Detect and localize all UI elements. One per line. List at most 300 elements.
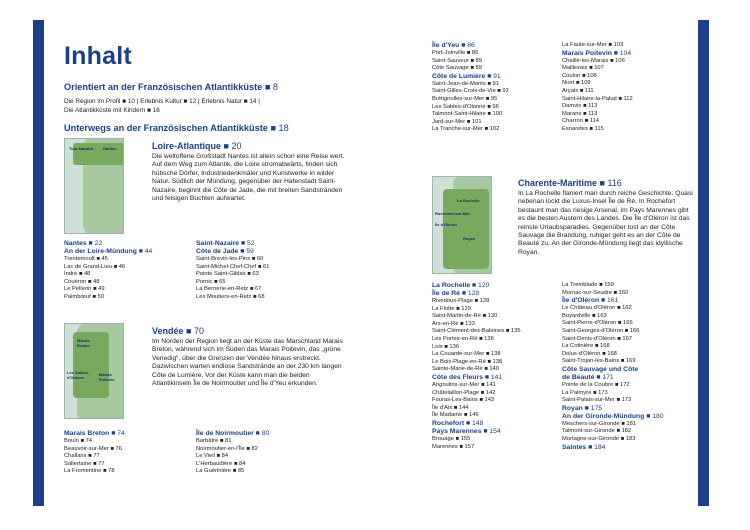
toc-entry-label: La Tremblade <box>562 282 598 288</box>
toc-entry[interactable]: Marais Breton ■ 74 <box>64 430 125 437</box>
toc-entry[interactable]: Charron ■ 114 <box>562 118 599 125</box>
toc-entry[interactable]: Marennes ■ 157 <box>432 443 475 450</box>
toc-entry-page: 45 <box>101 256 108 262</box>
toc-entry[interactable]: Arçais ■ 111 <box>562 87 594 94</box>
poitevin-list <box>562 42 633 134</box>
toc-entry[interactable]: La Rochelle ■ 120 <box>432 282 490 289</box>
toc-entry-page: 144 <box>458 404 469 411</box>
unterwegs-heading[interactable]: Unterwegs an der Französischen Atlantikküste ■ 18 <box>64 123 289 133</box>
toc-entry-label: Le Bois-Plage-en-Ré <box>432 358 486 365</box>
toc-entry-page: 104 <box>619 49 632 57</box>
toc-entry[interactable]: Barbâtre ■ 81 <box>196 438 232 444</box>
toc-entry[interactable]: Sallertaine ■ 77 <box>64 460 105 467</box>
toc-entry[interactable]: Niort ■ 109 <box>562 80 591 87</box>
toc-entry-page: 129 <box>461 305 471 312</box>
toc-entry-label: Saint-Georges-d'Oléron <box>562 327 624 334</box>
toc-entry-label: Rochefort <box>432 419 465 427</box>
toc-entry-page: 76 <box>115 445 122 452</box>
toc-entry[interactable]: Mortagne-sur-Gironde ■ 183 <box>562 435 636 442</box>
toc-entry-label: La Faute-sur-Mer <box>562 42 607 48</box>
toc-entry-page: 49 <box>98 286 105 293</box>
toc-entry-page: 89 <box>475 57 482 64</box>
charente-maritime-map: La Rochelle Rochefort-sur-Mer Île d'Oléron Royan <box>432 176 492 274</box>
toc-entry[interactable]: Dolus-d'Oléron ■ 168 <box>562 350 617 357</box>
toc-entry-label: Pornic <box>196 278 213 285</box>
toc-entry-label: Saint-Pierre-d'Oléron <box>562 320 617 327</box>
toc-entry-page: 107 <box>594 65 604 72</box>
toc-entry-page: 59 <box>246 248 254 255</box>
toc-entry[interactable]: Bouin ■ 74 <box>64 438 93 444</box>
toc-entry-page: 167 <box>622 335 633 342</box>
toc-entry[interactable]: Angoulins-sur-Mer ■ 141 <box>432 381 496 388</box>
toc-entry-page: 92 <box>502 88 509 95</box>
orient-heading[interactable]: Orientiert an der Französischen Atlantikküste ■ 8 <box>64 82 279 92</box>
toc-entry-page: 136 <box>484 335 494 342</box>
toc-entry[interactable]: Saint-Pierre-d'Oléron ■ 165 <box>562 320 633 327</box>
toc-entry[interactable] <box>562 366 664 374</box>
toc-entry-label: Coulon <box>562 72 581 79</box>
toc-entry-label: Barbâtre <box>196 438 219 444</box>
toc-entry-page: 141 <box>486 381 496 388</box>
toc-entry-label: La Rochelle <box>432 282 471 289</box>
toc-entry-page: 157 <box>464 443 475 450</box>
toc-entry[interactable]: Trentemoult ■ 45 <box>64 256 108 262</box>
toc-entry[interactable]: Brétignolles-sur-Mer ■ 95 <box>432 95 498 102</box>
toc-entry-label: Saint-Michel-Chef-Chef <box>196 263 257 270</box>
toc-entry[interactable]: Noirmoutier-en-l'Île ■ 82 <box>196 445 258 452</box>
toc-entry[interactable]: Boyardville ■ 163 <box>562 312 607 319</box>
toc-entry-label: Jard-sur-Mer <box>432 118 466 125</box>
toc-entry[interactable]: Challans ■ 77 <box>64 453 100 460</box>
toc-entry-label: Chaillé-les-Marais <box>562 57 609 64</box>
toc-entry[interactable]: Nantes ■ 22 <box>64 240 103 247</box>
toc-entry[interactable]: La Cotinière ■ 168 <box>562 343 610 350</box>
toc-entry-page: 60 <box>256 256 264 262</box>
toc-entry-label: Saint-Denis-d'Oléron <box>562 335 616 342</box>
toc-entry[interactable]: Saint-Martin-de-Ré ■ 130 <box>432 313 498 320</box>
toc-entry-label: Brétignolles-sur-Mer <box>432 95 485 102</box>
toc-entry[interactable]: Loix ■ 136 <box>432 343 460 350</box>
toc-entry-label: Saint-Sauveur <box>432 57 469 64</box>
toc-entry[interactable]: Pointe Saint-Gildas ■ 63 <box>196 271 259 278</box>
toc-entry-page: 184 <box>594 443 606 451</box>
toc-entry-page: 160 <box>618 289 629 296</box>
toc-entry[interactable]: Île de Ré ■ 128 <box>432 290 480 297</box>
toc-entry[interactable]: Saint-Nazaire ■ 52 <box>196 240 255 247</box>
toc-entry-label: Sainte-Marie-de-Ré <box>432 366 483 373</box>
toc-entry[interactable]: de Beauté ■ 171 <box>562 373 614 381</box>
toc-entry-page: 138 <box>492 358 503 365</box>
toc-entry-page: 154 <box>489 427 501 435</box>
charente-list-1 <box>432 282 521 451</box>
toc-entry-label: Noirmoutier-en-l'Île <box>196 445 245 452</box>
toc-entry[interactable]: Île Madame ■ 146 <box>432 412 479 419</box>
toc-entry-page: 166 <box>629 327 640 334</box>
toc-entry-page: 142 <box>485 389 496 396</box>
toc-entry-label: Paimbœuf <box>64 293 91 300</box>
toc-entry-page: 169 <box>625 358 636 365</box>
toc-entry-page: 44 <box>144 248 153 255</box>
toc-entry-page: 96 <box>492 103 499 110</box>
vendee-map: Marais Breton Les Sables-d'Olonne Marais Poitevin <box>64 323 124 419</box>
toc-entry-page: 182 <box>621 428 632 435</box>
toc-entry[interactable]: Royan ■ 175 <box>562 404 603 412</box>
toc-entry-label: Indre <box>64 271 78 278</box>
toc-entry-label: Esnandes <box>562 125 588 132</box>
toc-entry[interactable]: Île de Noirmoutier ■ 80 <box>196 430 270 437</box>
toc-entry[interactable]: Côte des Fleurs ■ 141 <box>432 373 503 381</box>
toc-entry-page: 103 <box>613 42 624 48</box>
toc-entry-page: 120 <box>478 282 490 289</box>
toc-entry[interactable]: Saint-Gilles-Croix-de-Vie ■ 92 <box>432 88 509 95</box>
toc-entry[interactable]: Saint-Clément-des-Baleines ■ 135 <box>432 328 521 335</box>
toc-entry[interactable]: La Guérinière ■ 85 <box>196 468 245 475</box>
left-edge-bar <box>33 20 44 506</box>
toc-entry-page: 102 <box>489 126 500 133</box>
toc-entry-page: 78 <box>108 468 115 475</box>
toc-entry-page: 22 <box>94 240 103 247</box>
toc-entry-label: Châtelaillon-Plage <box>432 389 480 396</box>
right-page <box>372 0 698 530</box>
toc-entry-page: 114 <box>589 118 599 125</box>
toc-entry-page: 80 <box>261 430 270 437</box>
toc-entry[interactable]: La Fromentine ■ 78 <box>64 468 115 475</box>
toc-entry-label: Île de Noirmoutier <box>196 430 254 437</box>
toc-entry-label: Le Vieil <box>196 453 215 460</box>
toc-entry-label: Charron <box>562 118 583 125</box>
toc-entry[interactable]: Île d'Oléron ■ 161 <box>562 297 619 305</box>
toc-entry[interactable]: Côte Sauvage ■ 89 <box>432 65 482 72</box>
toc-entry[interactable]: Talmont-sur-Gironde ■ 182 <box>562 428 632 435</box>
toc-entry[interactable]: Pays Marennes ■ 154 <box>432 427 501 435</box>
toc-entry-page: 168 <box>600 343 610 350</box>
charente-list-2 <box>562 282 664 452</box>
toc-entry-label: An der Loire-Mündung <box>64 248 137 255</box>
toc-entry-page: 85 <box>237 468 245 475</box>
toc-entry[interactable]: Saint-Palais-sur-Mer ■ 173 <box>562 397 632 404</box>
vendee-list-1 <box>64 430 125 476</box>
toc-entry[interactable]: Rochefort ■ 148 <box>432 419 484 427</box>
loire-list-2 <box>196 240 269 302</box>
toc-entry-label: Marans <box>562 110 582 117</box>
toc-entry-page: 173 <box>598 389 608 396</box>
toc-entry-page: 146 <box>469 412 479 419</box>
toc-entry-page: 135 <box>510 328 521 335</box>
page-title: Inhalt <box>64 42 132 70</box>
toc-entry-page: 159 <box>604 282 614 288</box>
toc-entry[interactable]: La Flotte ■ 129 <box>432 305 471 312</box>
toc-entry[interactable]: Les Sables-d'Olonne ■ 96 <box>432 103 499 110</box>
toc-entry-page: 74 <box>117 430 125 437</box>
toc-entry[interactable]: Île d'Aix ■ 144 <box>432 404 469 411</box>
toc-entry[interactable]: Pornic ■ 65 <box>196 278 226 285</box>
toc-entry[interactable]: Les Moutiers-en-Retz ■ 68 <box>196 293 265 300</box>
toc-entry-page: 162 <box>622 305 632 312</box>
toc-entry-label: Loix <box>432 343 443 350</box>
toc-entry[interactable]: Paimbœuf ■ 50 <box>64 293 104 300</box>
toc-entry[interactable]: Jard-sur-Mer ■ 101 <box>432 118 482 125</box>
toc-entry-page: 109 <box>580 80 591 87</box>
toc-entry[interactable]: Le Vieil ■ 84 <box>196 453 229 460</box>
toc-entry[interactable]: Indre ■ 48 <box>64 271 91 278</box>
toc-entry-label: Marais Breton <box>64 430 110 437</box>
toc-entry-page: 148 <box>472 419 484 427</box>
toc-entry-page: 155 <box>460 435 471 442</box>
toc-entry[interactable]: Lac de Grand-Lieu ■ 46 <box>64 263 126 270</box>
toc-entry-page: 171 <box>602 373 614 381</box>
toc-entry-label: Nantes <box>64 240 87 247</box>
loire-list-1 <box>64 240 152 302</box>
toc-entry[interactable]: Port-Joinville ■ 86 <box>432 50 479 56</box>
toc-entry-label: La Couarde-sur-Mer <box>432 351 485 358</box>
toc-entry-label: Angoulins-sur-Mer <box>432 381 480 388</box>
toc-entry[interactable]: Saint-Hilaire-la-Palud ■ 112 <box>562 95 633 102</box>
toc-entry-page: 128 <box>479 298 490 304</box>
toc-entry[interactable]: An der Gironde-Mündung ■ 180 <box>562 412 664 420</box>
toc-entry-page: 111 <box>584 87 594 94</box>
toc-entry-page: 95 <box>490 95 498 102</box>
toc-entry-page: 172 <box>619 381 630 388</box>
toc-entry[interactable]: Pointe de la Coubre ■ 172 <box>562 381 630 388</box>
toc-entry-page: 68 <box>258 293 265 300</box>
toc-entry-page: 168 <box>607 350 617 357</box>
toc-entry[interactable]: Talmont-Saint-Hilaire ■ 100 <box>432 111 503 118</box>
toc-entry-label: Le Pellerin <box>64 286 92 293</box>
toc-entry-label: Pointe de la Coubre <box>562 381 614 388</box>
toc-entry[interactable]: Marans ■ 113 <box>562 110 598 117</box>
toc-entry[interactable]: Le Pellerin ■ 49 <box>64 286 105 293</box>
toc-entry-label: Saint-Trojan-les-Bains <box>562 358 620 365</box>
toc-entry-page: 115 <box>594 125 604 132</box>
toc-entry[interactable]: An der Loire-Mündung ■ 44 <box>64 248 153 255</box>
toc-entry-label: Île de Ré <box>432 290 460 297</box>
toc-entry-label: Saint-Brevin-les-Pins <box>196 256 251 262</box>
toc-entry[interactable]: Beauvoir-sur-Mer ■ 76 <box>64 445 122 452</box>
toc-entry-page: 173 <box>621 397 632 404</box>
charente-description: In La Rochelle flaniert man durch reiche Geschichte. Quasi nebenan lockt die Luxus-Insel Île de Ré. In Rochefort bestaunt man das riesige Arsenal, im Pays Marennes gibt es die besten Austern des Landes. Die Île d'Oléron ist das reinste Urlaubsparadies. Gegenüber tost an der Côte Sauvage die Brandung, ruhiger geht es an der Côte de Beauté zu. An der Gironde-Mündung liegt das idyllische Royan. <box>518 190 693 256</box>
toc-entry-page: 77 <box>93 453 100 460</box>
toc-entry-label: La Palmyre <box>562 389 592 396</box>
toc-entry-page: 175 <box>590 404 603 412</box>
toc-entry[interactable]: La Couarde-sur-Mer ■ 138 <box>432 351 501 358</box>
toc-entry-label: An der Gironde-Mündung <box>562 412 645 420</box>
toc-entry-page: 65 <box>219 278 226 285</box>
toc-entry-label: La Cotinière <box>562 343 594 350</box>
toc-entry-label: Côte des Fleurs <box>432 373 483 381</box>
toc-entry-page: 112 <box>623 95 633 102</box>
toc-entry-page: 108 <box>587 72 597 79</box>
toc-entry-page: 138 <box>490 351 501 358</box>
toc-entry-label: Fouras-Les-Bains <box>432 397 478 404</box>
toc-entry[interactable]: Le Château d'Oléron ■ 162 <box>562 305 632 312</box>
toc-entry-page: 50 <box>97 293 104 300</box>
toc-entry[interactable]: Ars-en-Ré ■ 133 <box>432 320 475 327</box>
toc-entry[interactable]: Rivedoux-Plage ■ 128 <box>432 298 490 304</box>
toc-entry[interactable]: L'Herbaudière ■ 84 <box>196 460 246 467</box>
toc-entry-label: Marais Poitevin <box>562 49 612 57</box>
toc-entry-label: Marennes <box>432 443 458 450</box>
toc-entry-page: 161 <box>607 297 619 305</box>
toc-entry-page: 89 <box>475 65 482 72</box>
toc-entry-label: Saint-Clément-des-Baleines <box>432 328 505 335</box>
vendee-description: Im Norden der Region liegt an der Küste das Marschland Marais Breton, während sich im Süden das Marais Poitevin, das „grüne Venedig“, über die Grenzen der Vendée hinaus erstreckt. Dazwischen warten endlose Sandstrände an der 230 km langen Côte de Lumière. Vor der Küste kann man die beiden Atlantikinseln Île de Noirmoutier und Île d'Yeu erkunden. <box>152 338 343 388</box>
toc-entry-label: Saint-Hilaire-la-Palud <box>562 95 617 102</box>
loire-atlantique-title[interactable]: Loire-Atlantique ■ 20 <box>152 141 242 151</box>
toc-entry-page: 67 <box>254 286 262 293</box>
toc-entry[interactable]: Couëron ■ 48 <box>64 278 100 285</box>
toc-entry[interactable]: Saint-Sauveur ■ 89 <box>432 57 482 64</box>
toc-entry-page: 52 <box>246 240 255 247</box>
toc-entry-page: 86 <box>471 50 479 56</box>
toc-entry-page: 84 <box>221 453 229 460</box>
toc-entry-page: 165 <box>623 320 633 327</box>
toc-entry-label: Saint-Martin-de-Ré <box>432 313 481 320</box>
orient-lines: Die Region im Profil ■ 10 | Erlebnis Kultur ■ 12 | Erlebnis Natur ■ 14 | Die Atlantikküste mit Kindern ■ 16 <box>64 98 260 114</box>
toc-entry[interactable]: Damvix ■ 113 <box>562 103 598 110</box>
toc-entry-label: Bouin <box>64 438 79 444</box>
toc-entry[interactable]: La Tranche-sur-Mer ■ 102 <box>432 126 500 133</box>
toc-entry[interactable]: Île d'Yeu ■ 86 <box>432 42 475 49</box>
toc-entry-label: Maillezais <box>562 65 588 72</box>
vendee-list-2 <box>196 430 269 476</box>
toc-entry[interactable]: La Palmyre ■ 173 <box>562 389 608 396</box>
toc-entry-label: Couëron <box>64 278 87 285</box>
toc-entry-label: L'Herbaudière <box>196 460 233 467</box>
toc-entry-label: La Guérinière <box>196 468 232 475</box>
right-edge-bar <box>698 20 709 506</box>
toc-entry[interactable]: La Tremblade ■ 159 <box>562 282 614 288</box>
toc-entry[interactable]: Maillezais ■ 107 <box>562 65 604 72</box>
toc-entry-label: Challans <box>64 453 87 460</box>
toc-entry[interactable]: Côte de Jade ■ 59 <box>196 248 254 255</box>
toc-entry-page: 91 <box>493 72 501 80</box>
vendee-title[interactable]: Vendée ■ 70 <box>152 326 204 336</box>
toc-entry-page: 180 <box>652 412 664 420</box>
toc-entry-page: 63 <box>252 271 259 278</box>
toc-entry-page: 106 <box>615 57 625 64</box>
toc-entry-label: Mortagne-sur-Gironde <box>562 435 620 442</box>
toc-entry-label: Niort <box>562 80 575 87</box>
charente-maritime-title[interactable]: Charente-Maritime ■ 116 <box>518 178 622 188</box>
toc-entry[interactable]: Coulon ■ 108 <box>562 72 597 79</box>
toc-entry-label: Côte de Jade <box>196 248 239 255</box>
toc-entry[interactable]: Saint-Michel-Chef-Chef ■ 61 <box>196 263 270 270</box>
toc-entry-label: Les Sables-d'Olonne <box>432 103 486 110</box>
toc-entry-label: La Bernerie-en-Retz <box>196 286 249 293</box>
toc-entry-label: Port-Joinville <box>432 50 466 56</box>
toc-entry-label: Saint-Palais-sur-Mer <box>562 397 615 404</box>
toc-entry[interactable]: Meschers-sur-Gironde ■ 181 <box>562 420 637 427</box>
toc-entry-page: 113 <box>588 103 598 110</box>
toc-entry-label: Île d'Aix <box>432 404 453 411</box>
toc-entry-label: La Flotte <box>432 305 455 312</box>
toc-entry-label: Beauvoir-sur-Mer <box>64 445 109 452</box>
toc-entry-label: Saint-Gilles-Croix-de-Vie <box>432 88 496 95</box>
toc-entry-page: 91 <box>492 80 499 87</box>
toc-entry-page: 48 <box>83 271 91 278</box>
toc-entry-label: Royan <box>562 404 583 412</box>
toc-entry[interactable]: Châtelaillon-Plage ■ 142 <box>432 389 496 396</box>
toc-entry[interactable]: Esnandes ■ 115 <box>562 125 604 132</box>
toc-entry[interactable]: Fouras-Les-Bains ■ 143 <box>432 397 495 404</box>
toc-entry-label: Côte de Lumière <box>432 72 486 80</box>
toc-entry-label: Le Château d'Oléron <box>562 305 616 312</box>
toc-entry[interactable]: Saint-Brevin-les-Pins ■ 60 <box>196 256 264 262</box>
toc-entry-page: 61 <box>262 263 270 270</box>
toc-entry[interactable]: Mornac-sur-Seudre ■ 160 <box>562 289 629 296</box>
toc-entry-label: Damvix <box>562 103 582 110</box>
toc-entry-page: 84 <box>238 460 246 467</box>
toc-entry-label: Pointe Saint-Gildas <box>196 271 246 278</box>
toc-entry[interactable]: Saint-Trojan-les-Bains ■ 169 <box>562 358 636 365</box>
toc-entry-label: Île d'Yeu <box>432 42 460 49</box>
toc-entry-label: Saint-Jean-de-Monts <box>432 80 486 87</box>
toc-entry[interactable]: Marais Poitevin ■ 104 <box>562 49 632 57</box>
toc-entry-label: Les Moutiers-en-Retz <box>196 293 252 300</box>
toc-entry-page: 82 <box>251 445 258 452</box>
toc-entry-label: Île d'Oléron <box>562 297 600 305</box>
toc-entry[interactable]: Saint-Georges-d'Oléron ■ 166 <box>562 327 640 334</box>
toc-entry[interactable]: Saint-Jean-de-Monts ■ 91 <box>432 80 499 87</box>
toc-entry-label: de Beauté <box>562 373 595 381</box>
toc-entry[interactable]: Le Bois-Plage-en-Ré ■ 138 <box>432 358 503 365</box>
toc-entry[interactable]: La Faute-sur-Mer ■ 103 <box>562 42 624 48</box>
toc-entry-page: 163 <box>597 312 607 319</box>
toc-entry-label: Ars-en-Ré <box>432 320 459 327</box>
toc-entry-page: 183 <box>625 435 636 442</box>
toc-entry-page: 46 <box>118 263 126 270</box>
toc-entry[interactable]: Côte de Lumière ■ 91 <box>432 72 501 80</box>
toc-entry-label: Talmont-sur-Gironde <box>562 428 615 435</box>
toc-entry-page: 101 <box>471 118 482 125</box>
toc-entry-label: La Fromentine <box>64 468 102 475</box>
toc-entry-page: 140 <box>489 366 499 373</box>
toc-entry-page: 143 <box>484 397 495 404</box>
toc-entry-page: 77 <box>98 460 105 467</box>
toc-entry-label: Île Madame <box>432 412 463 419</box>
toc-entry-page: 130 <box>487 313 498 320</box>
loire-description: Die weltoffene Großstadt Nantes ist allein schon eine Reise wert. Auf dem Weg zum Atlantik, die Loire stromabwärts, finden sich hübsche Dörfer, Industriedenkmäler und Kunstwerke in wilder Natur. Südlich der Mündung, gegenüber der Hafenstadt Saint-Nazaire, beginnt die Côte de Jade, die mit breiten Sandstränden und felsigen Buchten aufwartet. <box>152 153 345 203</box>
loire-atlantique-map: Tour-Nazaire Nantes <box>64 138 124 234</box>
left-page <box>44 0 372 530</box>
toc-entry[interactable]: Chaillé-les-Marais ■ 106 <box>562 57 625 64</box>
toc-entry-label: Côte Sauvage <box>432 65 469 72</box>
toc-entry[interactable]: Les Portes-en-Ré ■ 136 <box>432 335 494 342</box>
toc-entry-page: 136 <box>449 343 460 350</box>
toc-entry-page: 128 <box>467 290 480 297</box>
toc-entry-label: Talmont-Saint-Hilaire <box>432 111 486 118</box>
toc-entry-label: Côte Sauvage und Côte <box>562 365 639 373</box>
toc-entry[interactable]: La Bernerie-en-Retz ■ 67 <box>196 286 262 293</box>
toc-entry-label: Les Portes-en-Ré <box>432 335 478 342</box>
toc-entry-label: Mornac-sur-Seudre <box>562 289 612 296</box>
toc-entry-label: Lac de Grand-Lieu <box>64 263 113 270</box>
toc-entry-page: 141 <box>490 373 503 381</box>
toc-entry-page: 48 <box>92 278 100 285</box>
toc-entry-label: La Tranche-sur-Mer <box>432 126 483 133</box>
toc-entry-page: 86 <box>467 42 475 49</box>
toc-entry-label: Arçais <box>562 87 579 94</box>
toc-entry-label: Saintes <box>562 443 587 451</box>
toc-entry[interactable]: Sainte-Marie-de-Ré ■ 140 <box>432 366 499 373</box>
toc-entry-label: Rivedoux-Plage <box>432 298 473 304</box>
toc-entry[interactable]: Saint-Denis-d'Oléron ■ 167 <box>562 335 633 342</box>
toc-entry-page: 100 <box>492 111 503 118</box>
yeu-lumiere-list <box>432 42 509 134</box>
toc-entry[interactable]: Saintes ■ 184 <box>562 443 606 451</box>
toc-entry[interactable]: Brouage ■ 155 <box>432 435 471 442</box>
toc-entry-label: Pays Marennes <box>432 427 482 435</box>
